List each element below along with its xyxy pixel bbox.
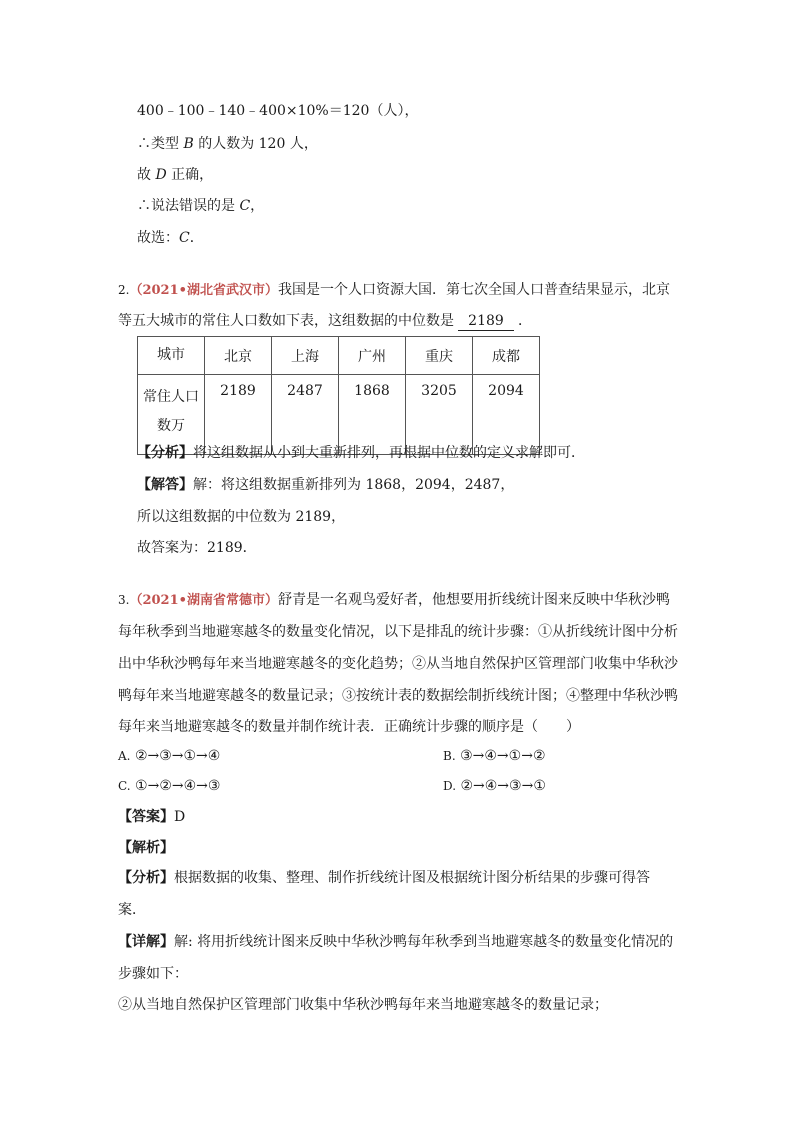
q3-stem-line5: 每年来当地避寒越冬的数量并制作统计表．正确统计步骤的顺序是（ ） <box>118 719 580 735</box>
q3-number: 3. <box>118 593 130 607</box>
wrong-statement-line: ∴说法错误的是 C， <box>137 198 265 214</box>
calc-line: 400﹣100﹣140﹣400×10%＝120（人）， <box>137 103 419 119</box>
table-header-row <box>138 337 540 375</box>
table-header-cell: 成都 <box>473 337 540 375</box>
q2-solution-line3: 故答案为：2189． <box>137 540 257 556</box>
q2-analysis: 【分析】将这组数据从小到大重新排列，再根据中位数的定义求解即可． <box>137 445 585 461</box>
option-b: B. ③→④→①→② <box>443 748 546 764</box>
d-correct-line: 故 D 正确， <box>137 167 214 183</box>
option-d: D. ②→④→③→① <box>443 778 546 794</box>
q2-solution-line2: 所以这组数据的中位数为 2189， <box>137 509 346 525</box>
table-row-label: 常住人口 数万 <box>138 375 205 455</box>
choose-line: 故选：C． <box>137 230 204 246</box>
table-cell: 1868 <box>339 375 406 455</box>
q3-source: （2021•湖南省常德市） <box>129 593 278 608</box>
q2-solution: 【解答】解：将这组数据重新排列为 1868，2094，2487， <box>137 477 515 493</box>
q3-stem-line2: 每年秋季到当地避寒越冬的数量变化情况，以下是排乱的统计步骤：①从折线统计图中分析 <box>118 624 678 640</box>
q2-number: 2. <box>118 283 130 297</box>
q3-analysis-line2: 案． <box>118 902 146 918</box>
q3-stem-line1: 3.（2021•湖南省常德市）舒青是一名观鸟爱好者，他想要用折线统计图来反映中华秋沙鸭 <box>118 592 670 608</box>
table-header-cell: 广州 <box>339 337 406 375</box>
type-b-line: ∴类型 B 的人数为 120 人， <box>137 136 318 152</box>
table-cell: 3205 <box>406 375 473 455</box>
option-a: A. ②→③→①→④ <box>118 748 221 764</box>
q2-stem-line1: 2.（2021•湖北省武汉市）我国是一个人口资源大国．第七次全国人口普查结果显示，北京 <box>118 282 670 298</box>
table-cell: 2189 <box>205 375 272 455</box>
population-table <box>137 336 540 455</box>
q3-detail-line2: 步骤如下： <box>118 966 188 982</box>
table-header-cell: 北京 <box>205 337 272 375</box>
q3-detail: 【详解】解: 将用折线统计图来反映中华秋沙鸭每年秋季到当地避寒越冬的数量变化情况的 <box>118 934 674 950</box>
table-header-cell: 城市 <box>138 337 205 375</box>
table-cell: 2487 <box>272 375 339 455</box>
q3-stem-line3: 出中华秋沙鸭每年来当地避寒越冬的变化趋势；②从当地自然保护区管理部门收集中华秋沙 <box>118 656 678 672</box>
q3-explain-label: 【解析】 <box>118 840 174 856</box>
table-cell: 2094 <box>473 375 540 455</box>
q3-analysis: 【分析】根据数据的收集、整理、制作折线统计图及根据统计图分析结果的步骤可得答 <box>118 870 650 886</box>
q2-source: （2021•湖北省武汉市） <box>129 283 278 298</box>
table-header-cell: 上海 <box>272 337 339 375</box>
q3-detail-line3: ②从当地自然保护区管理部门收集中华秋沙鸭每年来当地避寒越冬的数量记录； <box>118 997 608 1013</box>
q2-answer-blank: 2189 <box>458 313 514 331</box>
option-c: C. ①→②→④→③ <box>118 778 221 794</box>
q2-stem-line2: 等五大城市的常住人口数如下表，这组数据的中位数是 2189 ． <box>118 313 532 329</box>
q3-stem-line4: 鸭每年来当地避寒越冬的数量记录；③按统计表的数据绘制折线统计图；④整理中华秋沙鸭 <box>118 688 678 704</box>
table-header-cell: 重庆 <box>406 337 473 375</box>
q3-answer: 【答案】D <box>118 809 186 825</box>
